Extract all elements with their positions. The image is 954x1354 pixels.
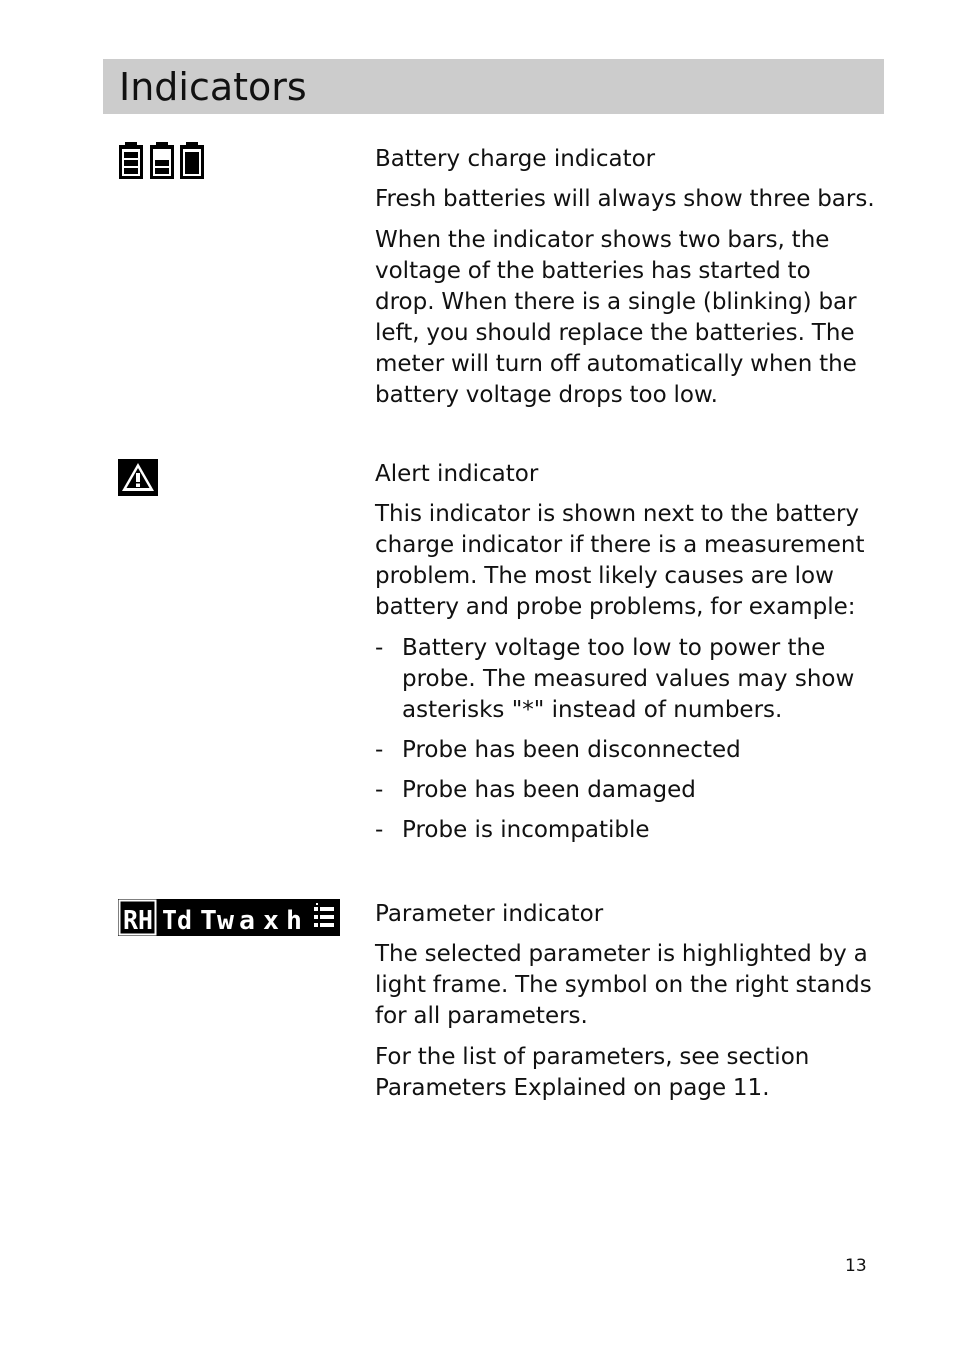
battery-one-bar-icon [180, 142, 204, 179]
bullet-list [375, 633, 875, 846]
section-heading: Parameter indicator [375, 901, 604, 927]
param-x-label: x [263, 906, 279, 936]
bullet-marker: - [375, 817, 384, 843]
page-number: 13 [845, 1256, 867, 1276]
paragraph: This indicator is shown next to the battery charge indicator if there is a measurement problem. The most likely causes are low battery and probe problems, for example: [375, 501, 865, 620]
bullet-marker: - [375, 777, 384, 803]
bullet-marker: - [375, 635, 384, 661]
section-heading: Battery charge indicator [375, 146, 656, 172]
parameter-bar-icon [118, 899, 340, 936]
battery-charge-icons [118, 142, 206, 182]
bullet-marker: - [375, 737, 384, 763]
list-item [375, 735, 875, 766]
paragraph: The selected parameter is highlighted by a light frame. The symbol on the right stands for all parameters. [375, 941, 872, 1029]
param-a-label: a [239, 906, 255, 936]
alert-triangle-icon [118, 459, 158, 496]
page-title: Indicators [119, 65, 307, 109]
paragraph: When the indicator shows two bars, the voltage of the batteries has started to drop. When there is a single (blinking) bar left, you should replace the batteries. The meter will turn off automatically when the battery voltage drops too low. [375, 227, 857, 408]
list-item-text: Probe has been disconnected [402, 737, 741, 763]
param-rh-label: RH [123, 906, 153, 936]
section-heading: Alert indicator [375, 461, 539, 487]
battery-text [375, 144, 875, 411]
list-item [375, 633, 875, 726]
battery-three-bars-icon [119, 142, 143, 179]
list-item-text: Battery voltage too low to power the probe. The measured values may show asterisks "*" instead of numbers. [402, 635, 855, 723]
param-h-label: h [286, 906, 302, 936]
alert-text [375, 459, 875, 855]
parameter-text [375, 899, 875, 1104]
param-td-label: Td [162, 906, 192, 936]
battery-two-bars-icon [150, 142, 174, 179]
title-bar [103, 59, 884, 114]
list-item-text: Probe has been damaged [402, 777, 696, 803]
list-item-text: Probe is incompatible [402, 817, 650, 843]
list-item [375, 775, 875, 806]
paragraph: For the list of parameters, see section Parameters Explained on page 11. [375, 1044, 810, 1101]
param-tw-label: Tw [200, 906, 235, 936]
paragraph: Fresh batteries will always show three bars. [375, 186, 875, 212]
list-item [375, 815, 875, 846]
